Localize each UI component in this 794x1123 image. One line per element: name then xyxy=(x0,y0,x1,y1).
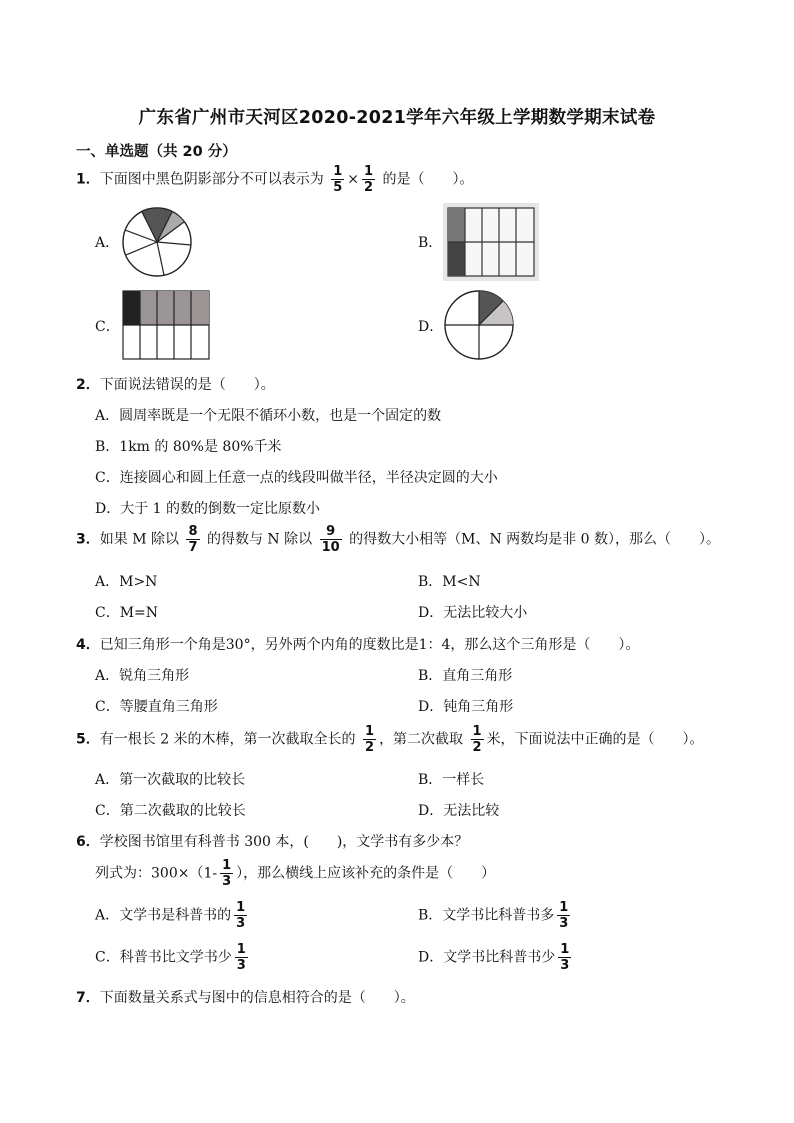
fraction: $\frac{1}{3}$ xyxy=(222,858,232,889)
question-1 xyxy=(76,164,473,195)
option-d: D．无法比较 xyxy=(418,803,500,819)
figure-b-grid xyxy=(443,203,539,281)
option-b-label: B． xyxy=(418,235,443,251)
option-a: A．第一次截取的比较长 xyxy=(95,772,246,788)
formula-text: 列式为：300×（1- xyxy=(95,865,218,882)
question-3 xyxy=(76,524,720,555)
fraction: $\frac{1}{3}$ xyxy=(236,942,246,973)
question-text: 下面数量关系式与图中的信息相符合的是（ ）。 xyxy=(99,990,415,1006)
page-title: 广东省广州市天河区2020-2021学年六年级上学期数学期末试卷 xyxy=(138,108,656,128)
option-a-label: A． xyxy=(95,235,120,251)
option-c: C．第二次截取的比较长 xyxy=(95,803,246,819)
question-text: 的得数大小相等（M、N 两数均是非 0 数），那么（ ）。 xyxy=(349,531,720,548)
section-heading: 一、单选题（共 20 分） xyxy=(76,144,237,160)
question-number: 6． xyxy=(76,834,100,850)
option-c: C．等腰直角三角形 xyxy=(95,699,218,715)
option-a: A．M>N xyxy=(95,574,158,590)
option-b: B．一样长 xyxy=(418,772,485,788)
question-text: 米，下面说法中正确的是（ ）。 xyxy=(486,731,704,748)
option-b: B．M<N xyxy=(418,574,481,590)
question-text: ，第二次截取 xyxy=(379,731,464,748)
question-number: 2． xyxy=(76,377,100,393)
question-7 xyxy=(76,987,415,1007)
fraction: $\frac{1}{3}$ xyxy=(560,942,570,973)
fraction: $\frac{1}{2}$ xyxy=(472,724,482,755)
fraction: $\frac{1}{2}$ xyxy=(363,164,374,195)
figure-d-pie xyxy=(442,288,516,362)
option-c-label: C． xyxy=(95,319,120,335)
question-number: 1． xyxy=(76,171,100,188)
question-number: 4． xyxy=(76,637,100,653)
fraction: $\frac{8}{7}$ xyxy=(188,524,198,555)
option-d: D．文学书比科普书少 $\frac{1}{3}$ xyxy=(418,942,570,973)
option-d: D．无法比较大小 xyxy=(418,605,528,621)
question-6 xyxy=(76,831,468,851)
option-b: B．1km 的 80%是 80%千米 xyxy=(95,439,282,455)
fraction: $\frac{9}{10}$ xyxy=(321,524,340,555)
question-6-formula xyxy=(95,858,495,889)
question-text: 下面图中黑色阴影部分不可以表示为 xyxy=(99,171,324,188)
option-c: C．科普书比文学书少 $\frac{1}{3}$ xyxy=(95,942,246,973)
fraction: $\frac{1}{5}$ xyxy=(333,164,343,195)
option-b: B．直角三角形 xyxy=(418,668,513,684)
question-text: 已知三角形一个角是30°，另外两个内角的度数比是1：4，那么这个三角形是（ ）。 xyxy=(99,637,640,653)
figure-c-grid xyxy=(122,290,210,360)
question-number: 5． xyxy=(76,731,100,748)
question-text: 下面说法错误的是（ ）。 xyxy=(99,377,275,393)
option-c: C．M=N xyxy=(95,605,159,621)
question-text: 如果 M 除以 xyxy=(99,531,179,548)
option-c: C．连接圆心和圆上任意一点的线段叫做半径，半径决定圆的大小 xyxy=(95,470,498,486)
question-text-end: 的是（ ）。 xyxy=(382,171,474,188)
question-number: 7． xyxy=(76,990,100,1006)
question-2 xyxy=(76,374,275,394)
option-a: A．圆周率既是一个无限不循环小数，也是一个固定的数 xyxy=(95,408,442,424)
option-d: D．大于 1 的数的倒数一定比原数小 xyxy=(95,501,321,517)
fraction: $\frac{1}{3}$ xyxy=(559,900,569,931)
question-text: 学校图书馆里有科普书 300 本，( )，文学书有多少本？ xyxy=(99,834,469,850)
question-5 xyxy=(76,724,704,755)
fraction: $\frac{1}{3}$ xyxy=(236,900,246,931)
question-number: 3． xyxy=(76,531,100,548)
question-text: 有一根长 2 米的木棒，第一次截取全长的 xyxy=(99,731,356,748)
fraction: $\frac{1}{2}$ xyxy=(365,724,375,755)
option-d: D．钝角三角形 xyxy=(418,699,514,715)
times-sign: × xyxy=(347,171,359,188)
option-d-label: D． xyxy=(418,319,444,335)
option-b: B．文学书比科普书多 $\frac{1}{3}$ xyxy=(418,900,569,931)
option-a: A．锐角三角形 xyxy=(95,668,190,684)
question-text: 的得数与 N 除以 xyxy=(206,531,313,548)
option-a: A．文学书是科普书的 $\frac{1}{3}$ xyxy=(95,900,246,931)
figure-a-pie xyxy=(120,205,194,279)
question-4 xyxy=(76,634,639,654)
formula-text: ），那么横线上应该补充的条件是（ ） xyxy=(236,865,496,882)
